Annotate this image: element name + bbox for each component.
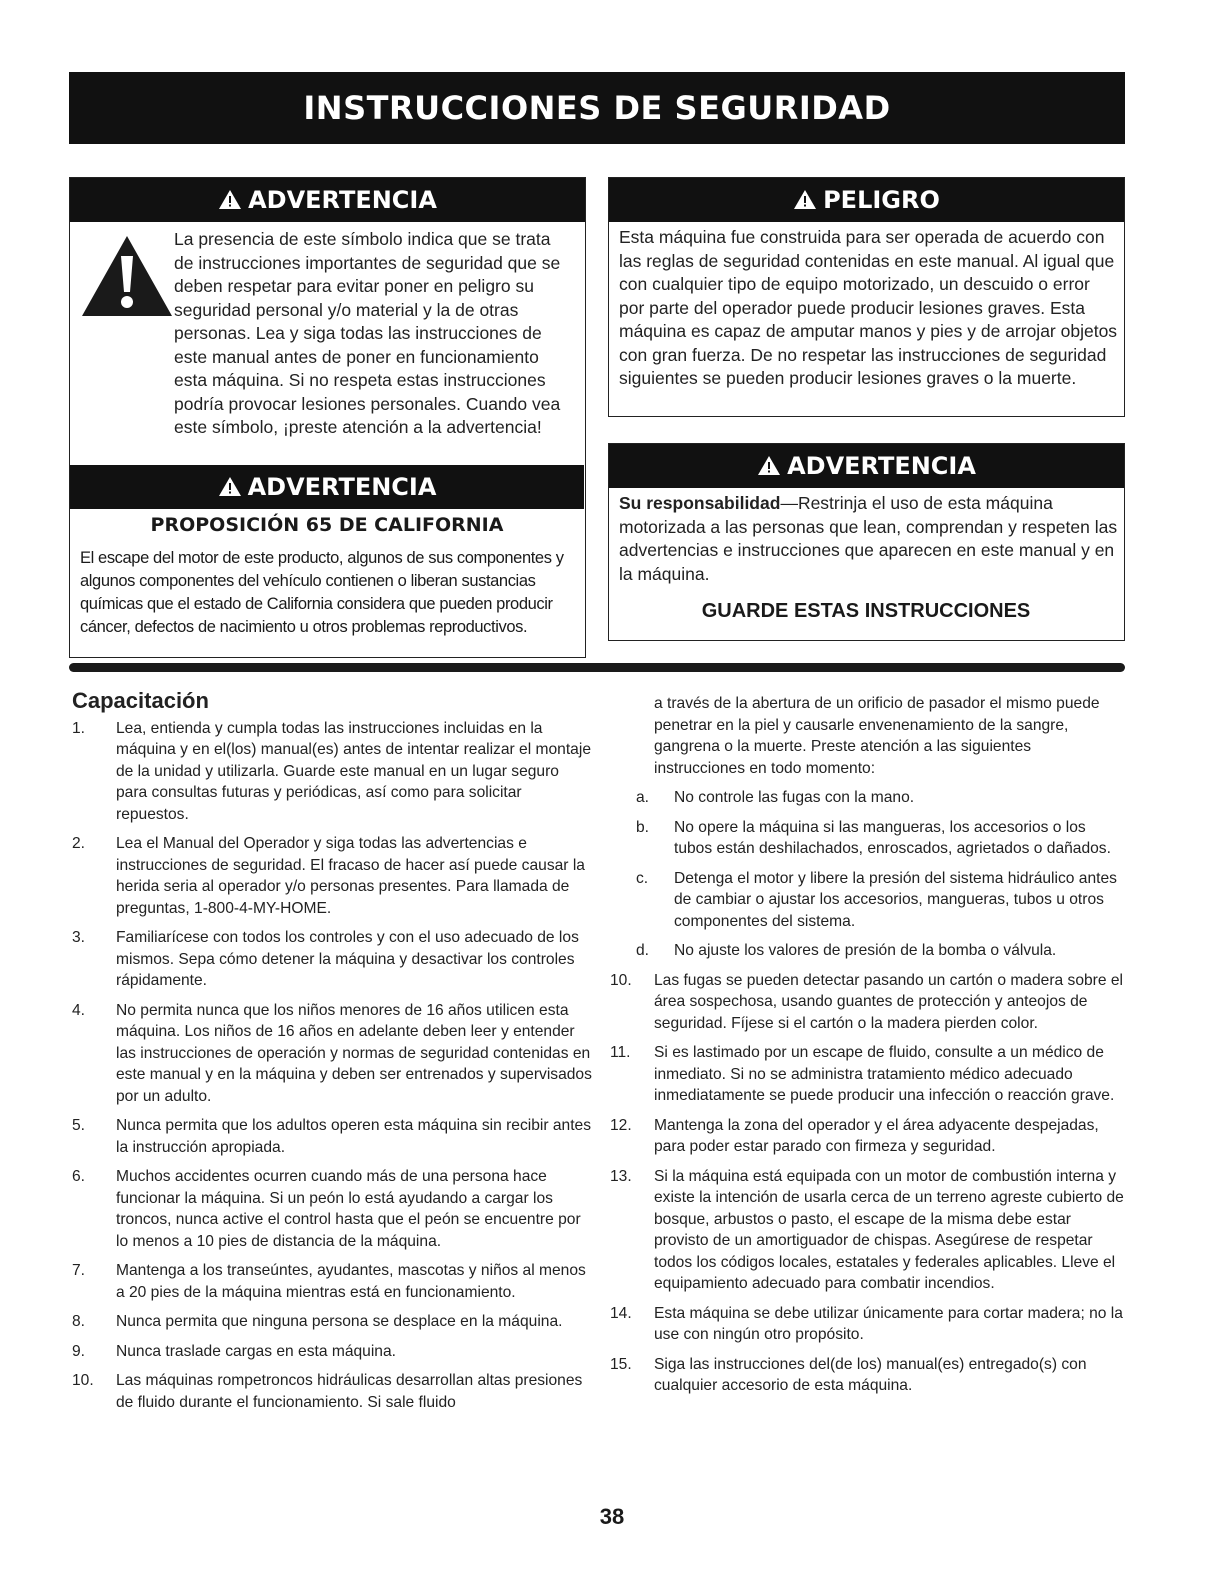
list-item-number: c. [636, 869, 649, 887]
list-item [610, 1042, 1125, 1107]
list-item-text: Detenga el motor y libere la presión del sistema hidráulico antes de cambiar o ajustar los accesorios, mangueras, tubos u otros componentes del sistema. [674, 869, 1117, 930]
list-item [72, 1341, 592, 1363]
list-item-number: 10. [72, 1372, 94, 1389]
list-item-text: No ajuste los valores de presión de la bomba o válvula. [674, 942, 1057, 959]
list-item-number: 6. [72, 1168, 86, 1185]
list-item-number: 8. [72, 1313, 86, 1330]
list-item-number: 11. [610, 1044, 631, 1061]
warning-text: La presencia de este símbolo indica que se trata de instrucciones importantes de seguridad que se deben respetar para evitar poner en peligro su seguridad personal y/o material y la de otras personas. Lea y siga todas las instrucciones de este manual antes de poner en funcionamiento esta máquina. Si no respeta estas instrucciones podría provocar lesiones personales. Cuando vea este símbolo, ¡preste atención a la advertencia! [174, 229, 561, 437]
list-item-number: d. [636, 942, 650, 959]
list-item [610, 868, 1125, 933]
list-item [72, 1260, 592, 1303]
warning-icon [757, 455, 781, 476]
responsibility-header [609, 444, 1124, 488]
list-item-number: b. [636, 818, 650, 836]
list-item-text: Mantenga la zona del operador y el área adyacente despejadas, para poder estar parado con firmeza y seguridad. [654, 1116, 1099, 1155]
list-item-text: Lea, entienda y cumpla todas las instrucciones incluidas en la máquina y en el(los) manual(es) antes de intentar realizar el montaje de la unidad y utilizarla. Guarde este manual en un lugar seguro para consultas futuras y periódicas, así como para solicitar repuestos. [116, 719, 591, 823]
list-item [610, 1303, 1125, 1346]
danger-header-label: PELIGRO [823, 186, 940, 214]
list-item-text: No opere la máquina si las mangueras, los accesorios o los tubos están deshilachados, enroscados, agrietados o dañados. [674, 818, 1111, 857]
page-title: INSTRUCCIONES DE SEGURIDAD [69, 72, 1125, 144]
list-item [72, 927, 592, 992]
list-item-text: Las máquinas rompetroncos hidráulicas desarrollan altas presiones de fluido durante el funcionamiento. Si sale fluido [116, 1372, 583, 1411]
training-list-left [72, 718, 592, 1414]
list-item [72, 833, 592, 919]
list-item [72, 1115, 592, 1158]
warning-header [70, 178, 585, 222]
training-right-column [610, 693, 1125, 1405]
list-item-number: 12. [610, 1116, 632, 1134]
list-item-text: Nunca permita que los adultos operen esta máquina sin recibir antes la instrucción apropiada. [116, 1117, 592, 1156]
warning-icon [793, 189, 817, 210]
list-item-number: 13. [610, 1167, 632, 1185]
list-item [72, 1166, 592, 1252]
list-item-text: No permita nunca que los niños menores de 16 años utilicen esta máquina. Los niños de 16 años en adelante deben leer y entender las instrucciones de operación y normas de seguridad contenidas en este manual y en la máquina y deben ser entrenados y supervisados por un adulto. [116, 1001, 592, 1105]
list-item-number: 9. [72, 1342, 86, 1360]
list-item [610, 940, 1125, 962]
training-heading: Capacitación [72, 688, 209, 713]
training-left-column [72, 690, 592, 1421]
list-item [72, 1000, 592, 1108]
prop65-header-label: ADVERTENCIA [247, 473, 437, 501]
prop65-text: El escape del motor de este producto, algunos de sus componentes y algunos componentes del vehículo contienen o liberan sustancias químicas que el estado de California considera que pueden producir cáncer, defectos de nacimiento u otros problemas reproductivos. [80, 549, 564, 636]
responsibility-text [619, 492, 1119, 586]
list-item-text: Muchos accidentes ocurren cuando más de una persona hace funcionar la máquina. Si un peón lo está ayudando a cargar los troncos, nunca active el control hasta que el peón se encuentre por lo menos a 10 pies de distancia de la máquina. [116, 1168, 581, 1250]
list-item [610, 787, 1125, 809]
list-item-number: 3. [72, 929, 86, 946]
list-item-text: Mantenga a los transeúntes, ayudantes, mascotas y niños al menos a 20 pies de la máquina mientras está en funcionamiento. [116, 1262, 586, 1301]
training-sublist [610, 787, 1125, 962]
list-item-number: 14. [610, 1304, 632, 1322]
danger-box [608, 177, 1125, 417]
warning-box [69, 177, 586, 658]
danger-text: Esta máquina fue construida para ser operada de acuerdo con las reglas de seguridad contenidas en este manual. Al igual que con cualquier tipo de equipo motorizado, un descuido o error por parte del operador puede producir lesiones graves. Esta máquina es capaz de amputar manos y pies y de arrojar objetos con gran fuerza. De no respetar las instrucciones de seguridad siguientes se pueden producir lesiones graves o la muerte. [619, 227, 1118, 388]
list-item-text: Nunca traslade cargas en esta máquina. [116, 1342, 396, 1360]
page-number: 38 [599, 1504, 625, 1529]
list-item-text: Las fugas se pueden detectar pasando un cartón o madera sobre el área sospechosa, usando guantes de protección y anteojos de seguridad. Fíjese si el cartón o la madera pierden color. [654, 971, 1124, 1032]
list-item [72, 1311, 592, 1333]
list-item-text: Si la máquina está equipada con un motor de combustión interna y existe la intención de usarla cerca de un terreno agreste cubierto de bosque, arbustos o pasto, el escape de la misma debe estar provisto de un amortiguador de chispas. Asegúrese de respetar todos los códigos locales, estatales y federales aplicables. Lleve el equipamiento adecuado para combatir incendios. [654, 1167, 1124, 1292]
list-item-number: 5. [72, 1117, 86, 1134]
list-item-number: 7. [72, 1262, 86, 1279]
section-divider [69, 663, 1125, 672]
prop65-header [70, 465, 584, 509]
list-item [72, 1370, 592, 1413]
list-item-text: Esta máquina se debe utilizar únicamente para cortar madera; no la use con ningún otro propósito. [654, 1304, 1123, 1343]
continuation-text: a través de la abertura de un orificio de pasador el mismo puede penetrar en la piel y causarle envenenamiento de la sangre, gangrena o la muerte. Preste atención a las siguientes instrucciones en todo momento: [654, 695, 1100, 777]
list-item [72, 718, 592, 826]
list-item-number: 10. [610, 971, 632, 989]
list-item [610, 1354, 1125, 1397]
list-item [610, 817, 1125, 860]
training-list-right [610, 970, 1125, 1397]
save-instructions: GUARDE ESTAS INSTRUCCIONES [701, 600, 1031, 622]
list-item-number: 1. [72, 719, 86, 737]
responsibility-lead: Su responsabilidad [619, 493, 781, 513]
list-item [610, 1115, 1125, 1158]
list-item-text: No controle las fugas con la mano. [674, 789, 915, 806]
list-item [610, 1166, 1125, 1295]
list-item-text: Si es lastimado por un escape de fluido, consulte a un médico de inmediato. Si no se administra tratamiento médico adecuado inmediatamente se puede producir una infección o reacción grave. [654, 1044, 1115, 1104]
list-item-text: Familiarícese con todos los controles y con el uso adecuado de los mismos. Sepa cómo detener la máquina y desactivar los controles rápidamente. [116, 929, 579, 989]
list-item-number: 2. [72, 835, 86, 852]
warning-header-label: ADVERTENCIA [248, 186, 437, 214]
prop65-title: PROPOSICIÓN 65 DE CALIFORNIA [150, 514, 504, 536]
large-warning-icon [80, 234, 174, 318]
responsibility-header-label: ADVERTENCIA [787, 452, 976, 480]
list-item-text: Lea el Manual del Operador y siga todas las advertencias e instrucciones de seguridad. El fracaso de hacer así puede causar la herida seria al operador y/o personas presentes. Para llamada de preguntas, 1-800-4-MY-HOME. [116, 835, 585, 917]
danger-header [609, 178, 1124, 222]
list-item-text: Nunca permita que ninguna persona se desplace en la máquina. [116, 1313, 563, 1330]
list-item-number: 4. [72, 1001, 86, 1019]
warning-icon [218, 476, 242, 497]
list-item-text: Siga las instrucciones del(de los) manual(es) entregado(s) con cualquier accesorio de esta máquina. [654, 1355, 1087, 1394]
list-item [610, 970, 1125, 1035]
list-item-number: a. [636, 789, 650, 806]
warning-icon [218, 189, 242, 210]
list-item-number: 15. [610, 1355, 632, 1373]
responsibility-box [608, 443, 1125, 641]
responsibility-body: —Restrinja el uso de esta máquina motorizada a las personas que lean, comprendan y respeten las advertencias e instrucciones que aparecen en este manual y en la máquina. [619, 493, 1118, 584]
